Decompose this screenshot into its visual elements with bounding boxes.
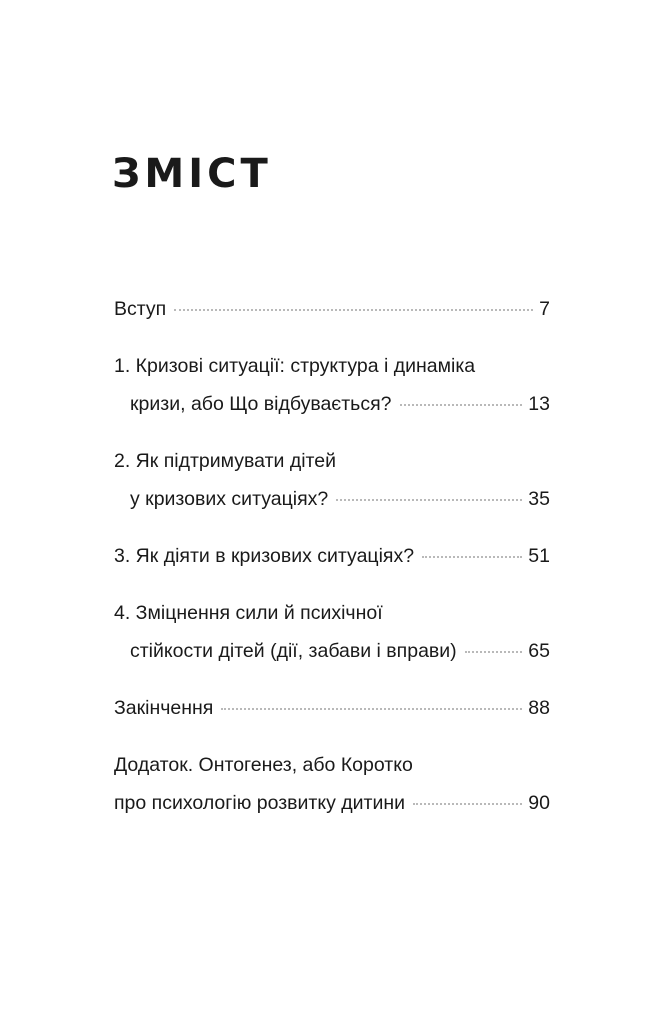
- toc-entry-title-continued: стійкости дітей (дії, забави і вправи): [130, 640, 457, 662]
- dot-leader: [465, 651, 523, 653]
- toc-entry-title: 2. Як підтримувати дітей: [114, 450, 336, 472]
- toc-entry-title-continued: кризи, або Що відбувається?: [130, 393, 392, 415]
- toc-page-number: 65: [528, 640, 550, 662]
- toc-page-number: 90: [528, 792, 550, 814]
- toc-line: [114, 537, 550, 575]
- toc-entry-title: 1. Кризові ситуації: структура і динаміка: [114, 355, 476, 377]
- toc-line: [114, 689, 550, 727]
- toc-line: [114, 290, 550, 328]
- dot-leader: [336, 499, 522, 501]
- toc-line: [114, 632, 550, 670]
- toc-line: [114, 746, 550, 784]
- table-of-contents: [114, 290, 550, 841]
- toc-entry-title: 3. Як діяти в кризових ситуаціях?: [114, 545, 415, 567]
- toc-page-number: 35: [528, 488, 550, 510]
- toc-entry-intro: [114, 290, 550, 328]
- toc-line: [114, 480, 550, 518]
- toc-line: [114, 385, 550, 423]
- toc-entry-conclusion: [114, 689, 550, 727]
- toc-line: [114, 594, 550, 632]
- toc-line: [114, 442, 550, 480]
- toc-entry-title: Вступ: [114, 298, 167, 320]
- toc-entry-title-continued: у кризових ситуаціях?: [130, 488, 329, 510]
- toc-page-number: 88: [528, 697, 550, 719]
- dot-leader: [422, 556, 522, 558]
- toc-line: [114, 784, 550, 822]
- toc-entry-title: Закінчення: [114, 697, 214, 719]
- toc-entry-appendix: [114, 746, 550, 822]
- toc-entry-title: Додаток. Онтогенез, або Коротко: [114, 754, 413, 776]
- toc-entry-chapter-3: [114, 537, 550, 575]
- toc-entry-chapter-2: [114, 442, 550, 518]
- dot-leader: [174, 309, 533, 311]
- dot-leader: [413, 803, 522, 805]
- toc-entry-title: 4. Зміцнення сили й психічної: [114, 602, 383, 624]
- dot-leader: [400, 404, 523, 406]
- dot-leader: [221, 708, 522, 710]
- toc-entry-chapter-4: [114, 594, 550, 670]
- toc-entry-chapter-1: [114, 347, 550, 423]
- toc-page-number: 51: [528, 545, 550, 567]
- toc-page-number: 7: [539, 298, 550, 320]
- toc-page-number: 13: [528, 393, 550, 415]
- page-title: ЗМІСТ: [112, 151, 272, 197]
- toc-line: [114, 347, 550, 385]
- toc-entry-title-continued: про психологію розвитку дитини: [114, 792, 406, 814]
